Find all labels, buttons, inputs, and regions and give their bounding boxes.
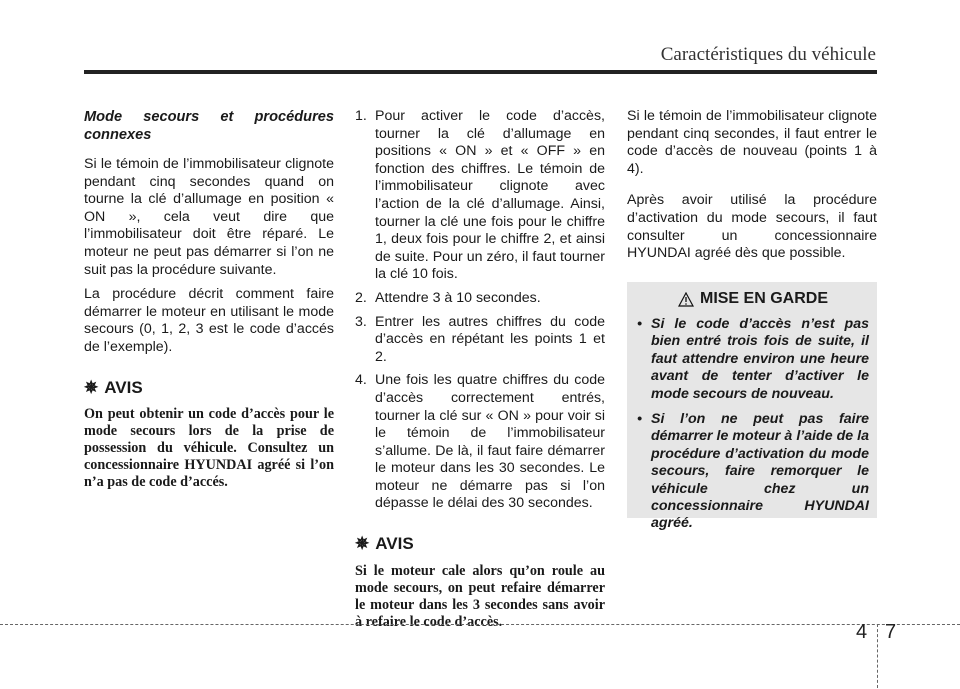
step-text: Une fois les quatre chiffres du code d’accès correctement entrés, tourner la clé sur « ON » pour voir si le témoin de l’immobilisateur s’allume. De là, il faut faire démarrer le moteur dans les 30 secondes. Le moteur ne démarre pas si l’on dépasse le délai des 30 secondes. [375,372,605,512]
step-text: Entrer les autres chiffres du code d’accès en répétant les points 1 et 2. [375,313,605,365]
warning-text: Si l’on ne peut pas faire démarrer le moteur à l’aide de la procédure d’activation du mode secours, faire remorquer le véhicule chez un concessionnaire HYUNDAI agréé. [651,411,869,532]
header-rule [84,70,877,74]
list-item [355,108,605,284]
avis-heading [84,379,334,397]
section-subheading: Mode secours et procédures connexes [84,109,334,143]
step-number: 1. [355,108,367,124]
bullet: • [637,411,642,428]
steps-list [355,108,605,513]
bullet: • [637,316,642,332]
list-item [355,290,605,308]
warning-text: Si le code d’accès n’est pas bien entré trois fois de suite, il faut attendre environ une heure avant de tenter d’activer le mode secours de nouveau. [651,316,869,402]
paragraph: Si le témoin de l’immobilisateur clignote pendant cinq secondes, il faut entrer le code d’accès de nouveau (points 1 à 4). [627,108,877,177]
column-middle [355,108,605,631]
step-number: 2. [355,289,367,306]
avis-title: AVIS [375,534,414,554]
column-right [627,108,877,270]
step-number: 4. [355,372,367,389]
warning-triangle-icon [678,292,694,307]
paragraph: Après avoir utilisé la procédure d’activation du mode secours, il faut consulter un concessionnaire HYUNDAI agréé dès que possible. [627,192,877,262]
avis-heading [355,535,605,553]
page-number-separator [877,624,878,688]
step-text: Pour activer le code d’accès, tourner la clé d’allumage en positions « ON » et « OFF » en fonction des chiffres. Le témoin de l’immobilisateur clignote avec l’action de la clé d’allumage. Ainsi, tourner la clé une fois pour le chiffre 1, deux fois pour le chiffre 2, et ainsi de suite. Pour un zéro, il faut tourner la clé 10 fois. [375,108,605,283]
step-text: Attendre 3 à 10 secondes. [375,289,541,306]
warning-box [627,282,877,532]
paragraph: Si le témoin de l’immobilisateur clignote pendant cinq secondes quand on tourne la clé d’allumage en position « ON », cela veut dire que l’immobilisateur doit être réparé. Le moteur ne peut pas démarrer si l’on ne suit pas la procédure suivante. [84,156,334,278]
warning-title: MISE EN GARDE [699,290,828,307]
section-number: 4 [856,621,868,643]
warning-list [637,316,869,533]
step-number: 3. [355,313,367,330]
avis-body: Si le moteur cale alors qu’on roule au mode secours, on peut refaire démarrer le moteur dans les 3 secondes sans avoir à refaire le code d’accès. [355,562,605,630]
star-icon: ✵ [355,534,370,554]
list-item [355,372,605,513]
warning-heading [637,290,869,308]
page-header-title: Caractéristiques du véhicule [660,44,876,65]
avis-body: On peut obtenir un code d’accès pour le mode secours lors de la prise de possession du véhicule. Consultez un concessionnaire HYUNDAI agréé si l’on n’a pas de code d’accés. [84,406,334,491]
column-left [84,108,334,491]
paragraph: La procédure décrit comment faire démarrer le moteur en utilisant le mode secours (0, 1, 2, 3 est le code d’accés de l’exemple). [84,286,334,355]
list-item [355,314,605,367]
list-item [637,411,869,533]
avis-title: AVIS [104,377,143,397]
footer-divider [0,624,960,625]
star-icon: ✵ [84,377,99,397]
page-number: 7 [885,621,897,643]
list-item [637,316,869,403]
